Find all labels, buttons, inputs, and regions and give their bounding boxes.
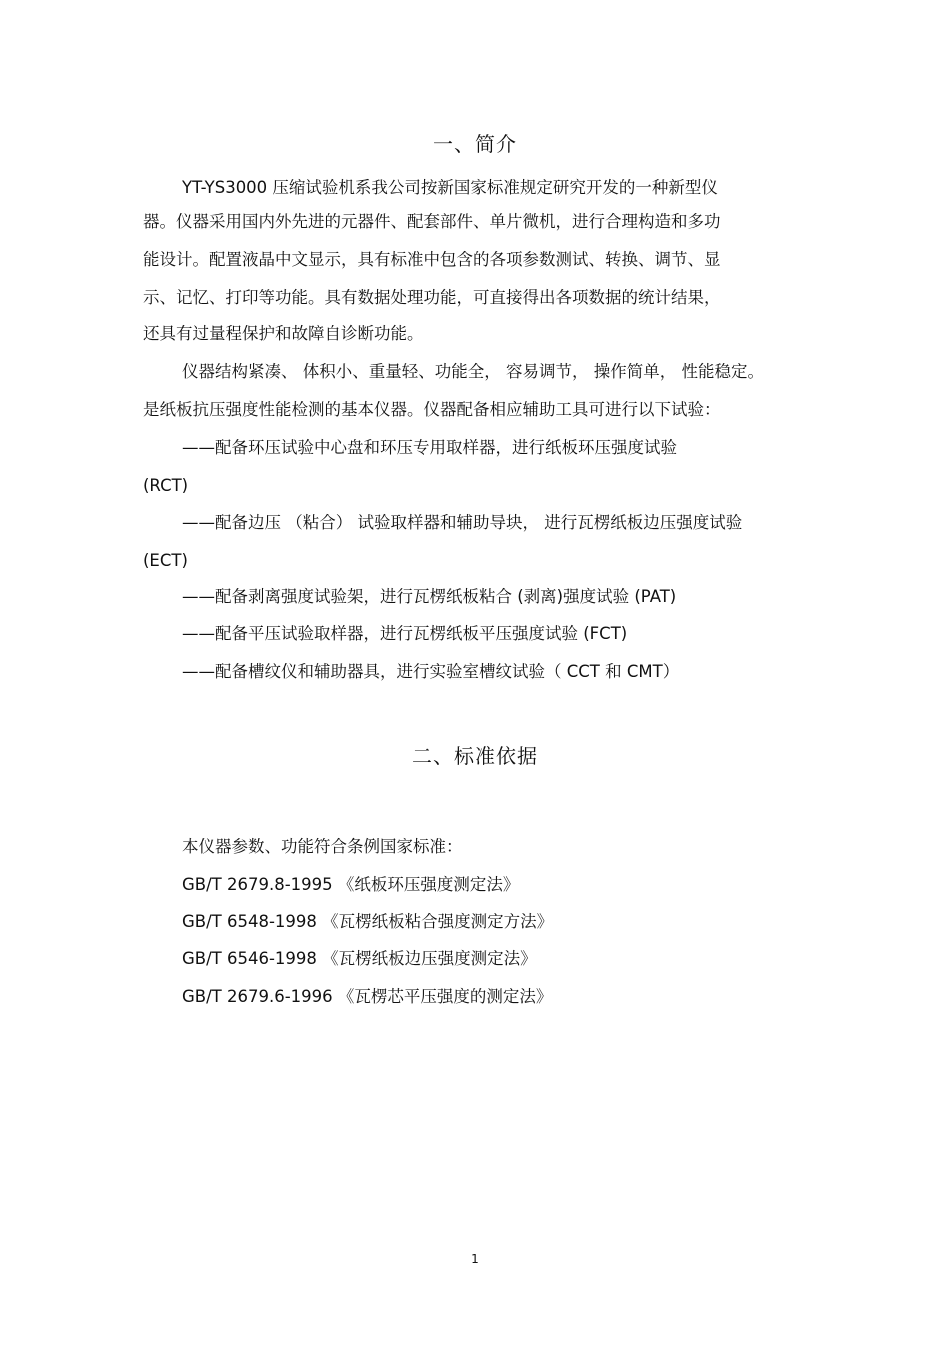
standard-item: GB/T 6548-1998 《瓦楞纸板粘合强度测定方法》 (182, 912, 554, 931)
intro-line-5: 还具有过量程保护和故障自诊断功能。 (143, 324, 424, 343)
page-number: 1 (471, 1252, 479, 1266)
intro-line-4: 示、记忆、打印等功能。具有数据处理功能，可直接得出各项数据的统计结果， (143, 288, 721, 307)
test-item-rct-code: (RCT) (143, 476, 189, 495)
test-item-ect: ——配备边压 （粘合） 试验取样器和辅助导块， 进行瓦楞纸板边压强度试验 (182, 513, 743, 532)
standard-item: GB/T 2679.8-1995 《纸板环压强度测定法》 (182, 875, 520, 894)
test-item-pat: ——配备剥离强度试验架，进行瓦楞纸板粘合 (剥离)强度试验 (PAT) (182, 587, 677, 606)
intro-line-1: YT-YS3000 压缩试验机系我公司按新国家标准规定研究开发的一种新型仪 (182, 178, 718, 197)
test-item-cct-cmt: ——配备槽纹仪和辅助器具，进行实验室槽纹试验（ CCT 和 CMT） (182, 662, 680, 681)
section-2-heading: 二、标准依据 (412, 744, 538, 768)
test-item-fct: ——配备平压试验取样器，进行瓦楞纸板平压强度试验 (FCT) (182, 624, 628, 643)
structure-line-2: 是纸板抗压强度性能检测的基本仪器。仪器配备相应辅助工具可进行以下试验： (143, 400, 721, 419)
standard-item: GB/T 6546-1998 《瓦楞纸板边压强度测定法》 (182, 949, 537, 968)
section-1-heading: 一、简介 (433, 132, 517, 156)
intro-line-2: 器。仪器采用国内外先进的元器件、配套部件、单片微机，进行合理构造和多功 (143, 212, 721, 231)
intro-line-3: 能设计。配置液晶中文显示，具有标准中包含的各项参数测试、转换、调节、显 (143, 250, 721, 269)
structure-line-1: 仪器结构紧凑、 体积小、重量轻、功能全， 容易调节， 操作简单， 性能稳定。 (182, 362, 764, 381)
test-item-rct: ——配备环压试验中心盘和环压专用取样器，进行纸板环压强度试验 (182, 438, 677, 457)
test-item-ect-code: (ECT) (143, 551, 188, 570)
standards-intro: 本仪器参数、功能符合条例国家标准： (182, 837, 463, 856)
standard-item: GB/T 2679.6-1996 《瓦楞芯平压强度的测定法》 (182, 987, 553, 1006)
